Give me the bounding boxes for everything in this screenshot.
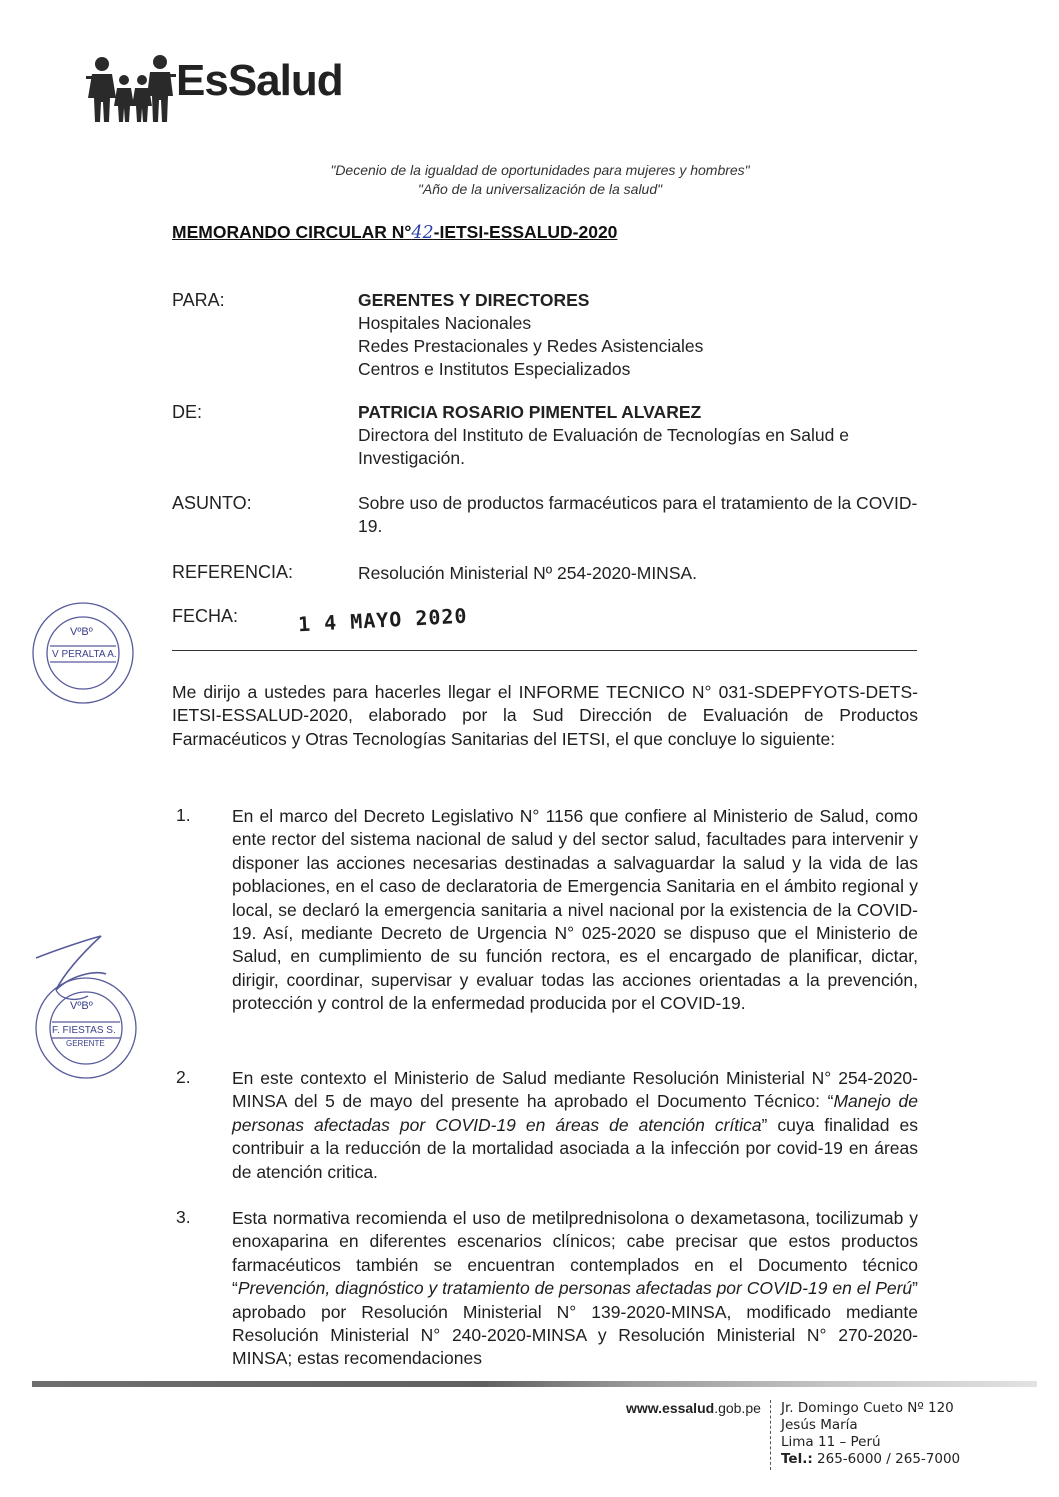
footer-address-line: Jesús María [781, 1417, 858, 1433]
de-role: Directora del Instituto de Evaluación de Tecnologías en Salud e Investigación. [358, 425, 849, 468]
para-recipients: GERENTES Y DIRECTORES [358, 290, 590, 310]
memo-title-suffix: -IETSI-ESSALUD-2020 [433, 222, 618, 242]
footer-separator [770, 1400, 771, 1470]
footer-address-line: Lima 11 – Perú [781, 1434, 881, 1450]
date-stamp: 1 4 MAYO 2020 [297, 603, 469, 637]
logo-wordmark: EsSalud [176, 56, 343, 105]
footer-phone: Tel.: 265-6000 / 265-7000 [781, 1451, 961, 1467]
header-divider [172, 650, 917, 651]
motto-decade: "Decenio de la igualdad de oportunidades para mujeres y hombres" [330, 162, 750, 178]
stamp-vb: VºBº [70, 626, 93, 638]
stamp-vb: VºBº [70, 1000, 93, 1012]
essalud-logo [84, 52, 374, 124]
de-sender: PATRICIA ROSARIO PIMENTEL ALVAREZ [358, 402, 702, 422]
para-line: Centros e Institutos Especializados [358, 359, 631, 379]
family-figures-icon [84, 52, 176, 124]
para-value [358, 289, 918, 381]
stamp-name: F. FIESTAS S. [52, 1025, 116, 1036]
item-text: En este contexto el Ministerio de Salud mediante Resolución Ministerial N° 254-2020-MINSA del 5 de mayo del presente ha aprobado el Documento Técnico: “Manejo de personas afectadas por COVID-19 en áreas de atención crítica” cuya finalidad es contribuir a la reducción de la mortalidad asociada a la infección por covid-19 en áreas de atención critica. [232, 1068, 918, 1182]
approval-stamp-fiestas [26, 930, 146, 1090]
footer-rule [32, 1381, 1037, 1387]
fecha-label: FECHA: [172, 606, 239, 626]
item-number: 2. [176, 1067, 191, 1087]
motto-year: "Año de la universalización de la salud" [417, 181, 663, 197]
approval-stamp-peralta [28, 598, 138, 708]
memo-number-handwritten: 42 [411, 223, 434, 243]
footer-address-line: Jr. Domingo Cueto Nº 120 [781, 1400, 954, 1416]
memo-title [172, 222, 617, 243]
asunto-value: Sobre uso de productos farmacéuticos para el tratamiento de la COVID-19. [358, 493, 918, 536]
para-line: Hospitales Nacionales [358, 313, 532, 333]
item-text: En el marco del Decreto Legislativo N° 1156 que confiere al Ministerio de Salud, como ente rector del sistema nacional de salud y del sector salud, facultades para intervenir y disponer las acciones necesarias destinadas a salvaguardar la salud y la vida de las poblaciones, en el caso de declaratoria de Emergencia Sanitaria en el ámbito regional y local, se declaró la emergencia sanitaria a nivel nacional por la existencia de la COVID-19. Así, mediante Decreto de Urgencia N° 025-2020 se dispuso que el Ministerio de Salud, en cumplimiento de su función rectora, es el encargado de planificar, dictar, dirigir, coordinar, supervisar y evaluar todas las acciones orientadas a la prevención, protección y control de la enfermedad producida por el COVID-19. [232, 806, 918, 1014]
stamp-role: GERENTE [66, 1039, 105, 1048]
para-label: PARA: [172, 290, 225, 310]
stamp-name: V PERALTA A. [52, 649, 117, 660]
referencia-value: Resolución Ministerial Nº 254-2020-MINSA. [358, 563, 698, 583]
de-label: DE: [172, 402, 203, 422]
intro-paragraph: Me dirijo a ustedes para hacerles llegar el INFORME TECNICO N° 031-SDEPFYOTS-DETS-IETSI-ESSALUD-2020, elaborado por la Sud Dirección de Evaluación de Productos Farmacéuticos y Otras Tecnologías Sanitarias del IETSI, el que concluye lo siguiente: [172, 682, 918, 749]
referencia-label: REFERENCIA: [172, 562, 294, 582]
footer-website: www.essalud.gob.pe [626, 1400, 761, 1416]
memo-title-prefix: MEMORANDO CIRCULAR N° [172, 222, 412, 242]
item-text: Esta normativa recomienda el uso de metilprednisolona o dexametasona, tocilizumab y enoxaparina en diferentes escenarios clínicos; cabe precisar que estos productos farmacéuticos también se encuentran contemplados en el Documento técnico “Prevención, diagnóstico y tratamiento de personas afectadas por COVID-19 en el Perú” aprobado por Resolución Ministerial N° 139-2020-MINSA, modificado mediante Resolución Ministerial N° 240-2020-MINSA y Resolución Ministerial N° 270-2020-MINSA; estas recomendaciones [232, 1208, 918, 1369]
de-value [358, 401, 918, 470]
para-line: Redes Prestacionales y Redes Asistenciales [358, 336, 704, 356]
item-number: 3. [176, 1207, 191, 1227]
asunto-label: ASUNTO: [172, 493, 252, 513]
item-number: 1. [176, 805, 191, 825]
